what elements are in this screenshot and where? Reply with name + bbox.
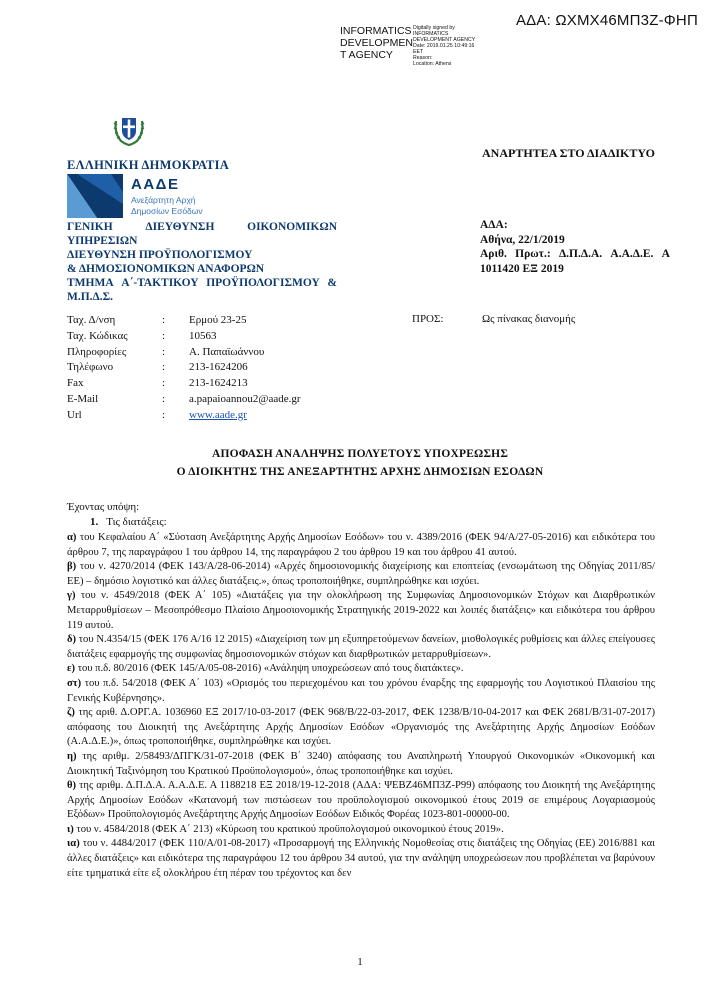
provision [67,633,655,662]
contact-value: 213-1624213 [189,377,248,390]
provision [67,823,655,838]
provision-letter: δ) [67,634,77,646]
department-block [67,220,337,304]
contact-label: Πληροφορίες [67,345,127,358]
contact-row [67,345,389,361]
website-link[interactable]: www.aade.gr [189,408,247,421]
signature-detail-line: DEVELOPMENT AGENCY [413,37,476,43]
provision-text: του ν. 4484/2017 (ΦΕΚ 110/Α/01-08-2017) «Προσαρμογή της Ελληνικής Νομοθεσίας στις διατάξεις της Οδηγίας (ΕΕ) 2016/881 και άλλες διατάξεις» και ειδικότερα της παραγράφου 12 του άρθρου 34 αυτού, για την ανάληψη υποχρεώσεων που προβλέπεται να βαρύνουν είτε τμηματικά είτε εξ ολοκλήρου έτη πέραν του τρέχοντος και δεν [67,838,656,879]
email-link[interactable]: a.papaioannou2@aade.gr [189,392,301,405]
provision-letter: η) [67,750,77,762]
recipient-value: Ως πίνακας διανομής [482,313,576,325]
contact-label: Ταχ. Κώδικας [67,329,128,342]
signature-detail-line: Reason: [413,55,433,61]
contact-value: 213-1624206 [189,361,248,374]
department-line: ΥΠΗΡΕΣΙΩΝ [67,235,138,247]
contact-row [67,329,389,345]
provision-letter: α) [67,532,77,543]
provision [67,662,655,677]
ada-code-top: ΑΔΑ: ΩΧΜΧ46ΜΠ3Ζ-ΦΗΠ [515,12,698,29]
item-text: Τις διατάξεις: [106,516,167,528]
department-word: ΟΙΚΟΝΟΜΙΚΩΝ [247,221,337,233]
protocol-word: Α [661,248,670,260]
contact-value: 10563 [189,329,217,342]
signature-detail-line: Date: 2019.01.25 10:49:16 [413,43,475,49]
provision-text: του Κεφαλαίου Α΄ «Σύσταση Ανεξάρτητης Αρχής Δημοσίων Εσόδων» του ν. 4389/2016 (ΦΕΚ 94/Α/27-05-2016) και ειδικότερα του άρθρου 7, της παραγράφου 1 του άρθρου 14, της παραγράφου 2 του άρθρου 19 και του άρθρου 41 αυτού. [67,532,655,558]
provision [67,677,655,706]
provision-text: του ν. 4549/2018 (ΦΕΚ Α΄ 105) «Διατάξεις για την ολοκλήρωση της Συμφωνίας Δημοσιονομικών Στόχων και Διαρθρωτικών Μεταρρυθμίσεων – Μεσοπρόθεσμο Πλαίσιο Δημοσιονομικής Στρατηγικής 2019-2022 και λοιπές διατάξεις» και ειδικότερα του άρθρου 119 αυτού. [67,590,655,631]
provision [67,779,655,823]
contact-label: Τηλέφωνο [67,361,114,374]
greek-emblem-icon [112,113,146,147]
contact-row [67,313,389,329]
contact-colon: : [162,345,166,358]
intro-text: Έχοντας υπόψη: [67,501,140,513]
publishable-online-notice: ΑΝΑΡΤΗΤΕΑ ΣΤΟ ΔΙΑΔΙΚΤΥΟ [482,146,655,160]
signature-detail-line: Digitally signed by [413,25,455,31]
protocol-number-continued: 1011420 ΕΞ 2019 [480,262,564,275]
provision-letter: γ) [67,590,76,602]
logo-name: ΑΑΔΕ [131,176,180,193]
provision [67,750,655,779]
department-word: ΤΜΗΜΑ [67,277,114,289]
department-word: ΓΕΝΙΚΗ [67,221,113,233]
provision-text: του ν. 4584/2018 (ΦΕΚ Α΄ 213) «Κύρωση του κρατικού προϋπολογισμού οικονομικού έτους 2019». [76,823,504,835]
department-line: ΔΙΕΥΘΥΝΣΗ ΠΡΟΫΠΟΛΟΓΙΣΜΟΥ [67,249,253,261]
decision-title: ΑΠΟΦΑΣΗ ΑΝΑΛΗΨΗΣ ΠΟΛΥΕΤΟΥΣ ΥΠΟΧΡΕΩΣΗΣ [211,448,509,460]
department-word: ΔΙΕΥΘΥΝΣΗ [145,221,215,233]
provision-text: του π.δ. 54/2018 (ΦΕΚ Α΄ 103) «Ορισμός του περιεχομένου και του χρόνου έναρξης της εφαρμογής του Λογιστικού Πλαισίου της Γενικής Κυβέρνησης». [67,677,655,704]
provision-letter: στ) [67,677,82,689]
department-word: Α΄-ΤΑΚΤΙΚΟΥ [121,277,199,289]
department-line: & ΔΗΜΟΣΙΟΝΟΜΙΚΩΝ ΑΝΑΦΟΡΩΝ [67,263,265,275]
provision [67,560,655,589]
contact-label: Url [67,408,82,421]
contact-label: E-Mail [67,392,99,405]
signature-details [413,25,503,67]
logo-subtitle-line: Ανεξάρτητη Αρχή [131,195,196,205]
protocol-word: Πρωτ.: [515,248,551,260]
provision [67,531,655,560]
provision-text: του π.δ. 80/2016 (ΦΕΚ 145/Α/05-08-2016) «Ανάληψη υποχρεώσεων από τους διατάκτες». [77,663,464,675]
provision-letter: ια) [67,838,80,850]
provision [67,837,655,881]
page-number: 1 [357,956,363,968]
contact-value: Α. Παπαϊωάννου [189,345,265,358]
signature-agency-line: T AGENCY [340,49,393,61]
signature-agency-line: INFORMATICS [340,25,412,37]
place-date: Αθήνα, 22/1/2019 [480,233,565,246]
department-line [67,220,337,234]
provision-text: του Ν.4354/15 (ΦΕΚ 176 Α/16 12 2015) «Διαχείριση των μη εξυπηρετούμενων δανείων, μισθολογικές ρυθμίσεις και άλλες επείγουσες διατάξεις εφαρμογής της συμφωνίας δημοσιονομικών στόχων και διαρθρωτικών μεταρρυθμίσεων». [67,634,656,660]
contact-colon: : [162,329,166,342]
department-word: & [327,277,337,289]
department-line [67,276,337,290]
signature-agency-line: DEVELOPMEN [340,37,413,49]
provision-text: του ν. 4270/2014 (ΦΕΚ 143/Α/28-06-2014) «Αρχές δημοσιονομικής διαχείρισης και εποπτείας (ενσωμάτωση της Οδηγίας 2011/85/ΕΕ) – δημόσιο λογιστικό και άλλες διατάξεις.», όπως τροποποιήθηκε, συμπληρώθηκε και ισχύει. [67,561,655,587]
signature-detail-line: EET [413,49,424,55]
signature-detail-line: Location: Athens [413,61,452,67]
signature-detail-line: INFORMATICS [413,31,449,37]
provision-letter: ζ) [67,707,75,719]
provision-text: της αριθμ. 2/58493/ΔΠΓΚ/31-07-2018 (ΦΕΚ Β΄ 3240) απόφασης του Αναπληρωτή Υπουργού Οικονομικών «Οικονομική και Διοικητική Ταξινόμηση του Κρατικού Προϋπολογισμού», όπως τροποποιήθηκε και ισχύει. [67,750,655,777]
protocol-word: Αριθ. [480,248,507,260]
document-meta [480,218,670,276]
contact-details [67,313,389,424]
protocol-word: Α.Α.Δ.Ε. [610,248,654,260]
contact-row [67,392,389,408]
contact-colon: : [162,314,166,326]
protocol-number [480,247,670,262]
provision-letter: ι) [67,823,74,835]
contact-label: Fax [67,377,84,390]
provisions-list [67,531,655,881]
contact-colon: : [162,361,166,374]
contact-label: Ταχ. Δ/νση [67,314,116,326]
ada-label: ΑΔΑ: [480,219,508,231]
department-word: ΠΡΟΫΠΟΛΟΓΙΣΜΟΥ [206,277,320,289]
provision-letter: ε) [67,663,76,675]
provision [67,589,655,633]
contact-colon: : [162,408,166,421]
contact-row [67,376,389,392]
provision [67,706,655,750]
contact-colon: : [162,392,166,405]
contact-row [67,408,389,424]
provision-text: της αριθμ. Δ.Π.Δ.Α. Α.Α.Δ.Ε. Α 1188218 ΕΞ 2018/19-12-2018 (ΑΔΑ: ΨΕΒΖ46ΜΠ3Ζ-Ρ99) απόφασης του Διοικητή της Ανεξάρτητης Αρχής Δημοσίων Εσόδων «Κατανομή των πιστώσεων του προϋπολογισμού οικονομικού έτους 2019 σε επιμέρους Λογαριασμούς Εξόδων» Προϋπολογισμός Ανεξάρτητης Αρχής Δημοσίων Εσόδων Ειδικός Φορέας 1023-801-00000-00. [67,780,655,821]
signature-agency [340,25,412,61]
contact-value: Ερμού 23-25 [189,314,247,326]
numbered-item [90,516,167,528]
item-number: 1. [90,516,99,528]
issuer-title: Ο ΔΙΟΙΚΗΤΗΣ ΤΗΣ ΑΝΕΞΑΡΤΗΤΗΣ ΑΡΧΗΣ ΔΗΜΟΣΙΩΝ ΕΣΟΔΩΝ [176,466,544,478]
contact-colon: : [162,377,166,390]
provision-letter: θ) [67,780,77,792]
department-line: Μ.Π.Δ.Σ. [67,291,114,303]
contact-row [67,360,389,376]
recipient-label: ΠΡΟΣ: [412,313,444,325]
provision-letter: β) [67,561,77,573]
logo-subtitle-line: Δημοσίων Εσόδων [131,206,203,216]
hellenic-republic-heading: ΕΛΛΗΝΙΚΗ ΔΗΜΟΚΡΑΤΙΑ [67,158,230,172]
aade-logo [67,174,227,218]
protocol-word: Δ.Π.Δ.Α. [558,248,603,260]
provision-text: της αριθ. Δ.ΟΡΓ.Α. 1036960 ΕΞ 2017/10-03-2017 (ΦΕΚ 968/Β/22-03-2017, ΦΕΚ 1238/Β/10-04-2017 και ΦΕΚ 2681/Β/31-07-2017) απόφασης του Διοικητή της Ανεξάρτητης Αρχής Δημοσίων Εσόδων «Οργανισμός της Ανεξάρτητης Αρχής Δημοσίων Εσόδων (Α.Α.Δ.Ε.)», όπως τροποποιήθηκε, συμπληρώθηκε και ισχύει. [67,707,655,748]
